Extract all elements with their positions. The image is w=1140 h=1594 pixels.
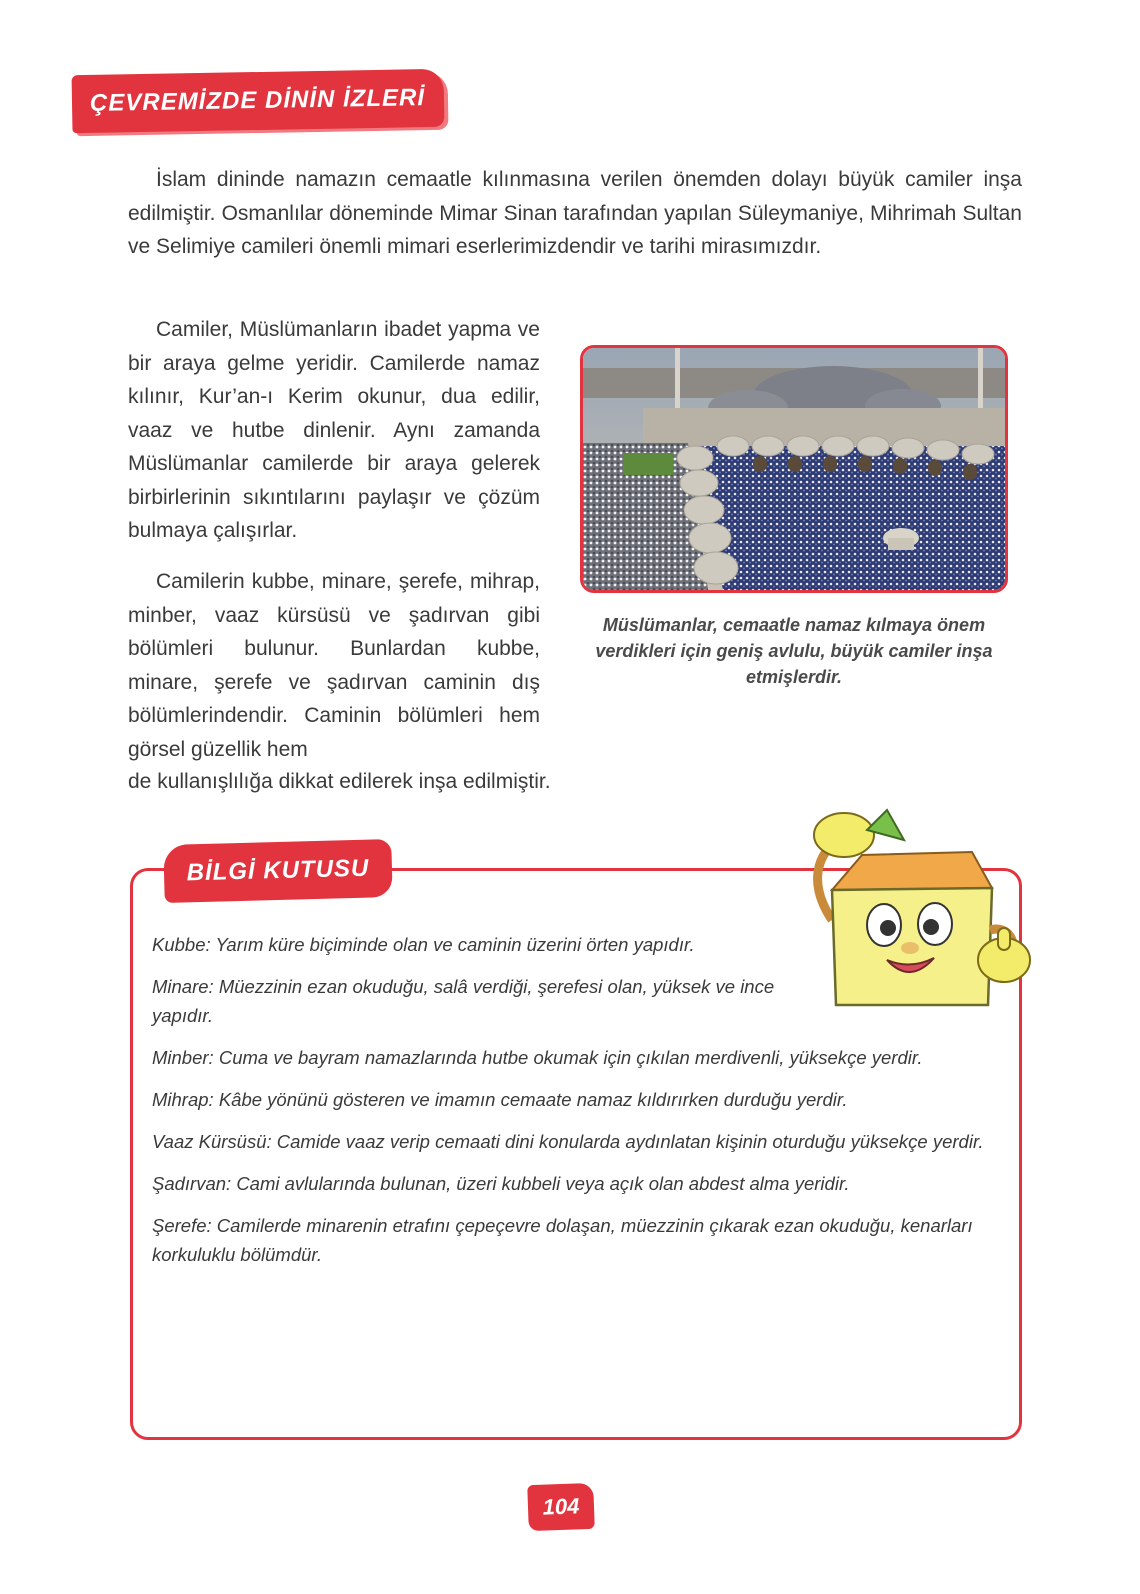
- info-item-kubbe: Kubbe: Yarım küre biçiminde olan ve caminin üzerini örten yapıdır.: [152, 934, 695, 955]
- info-item-minber: Minber: Cuma ve bayram namazlarında hutbe okumak için çıkılan merdivenli, yüksekçe yerdir.: [152, 1047, 923, 1068]
- info-item-minare: Minare: Müezzinin ezan okuduğu, salâ verdiği, şerefesi olan, yüksek ve ince yapıdır.: [152, 976, 775, 1026]
- section-title: ÇEVREMİZDE DİNİN İZLERİ: [89, 84, 426, 117]
- paragraph-2: Camiler, Müslümanların ibadet yapma ve bir araya gelme yeridir. Camilerde namaz kılınır, Kur’an-ı Kerim okunur, dua edilir, vaaz ve hutbe dinlenir. Aynı zamanda Müslümanlar camilerde bir araya gelerek birbirlerinin sıkıntılarını paylaşır ve çözüm bulmaya çalışırlar.: [128, 318, 540, 542]
- paragraph-3: Camilerin kubbe, minare, şerefe, mihrap, minber, vaaz kürsüsü ve şadırvan gibi bölümleri bulunur. Bunlardan kubbe, minare, şerefe ve şadırvan caminin dış bölümlerindendir. Caminin bölümleri hem görsel güzellik hem: [128, 570, 540, 761]
- page-number-badge: [527, 1483, 595, 1531]
- page-number: 104: [542, 1493, 580, 1520]
- info-item-mihrap: Mihrap: Kâbe yönünü gösteren ve imamın cemaate namaz kıldırırken durduğu yerdir.: [152, 1089, 848, 1110]
- section-title-banner: [72, 69, 445, 133]
- paragraph-3-end: de kullanışlılığa dikkat edilerek inşa edilmiştir.: [128, 770, 551, 793]
- info-item-sadirvan: Şadırvan: Cami avlularında bulunan, üzeri kubbeli veya açık olan abdest alma yeridir.: [152, 1173, 850, 1194]
- photo-caption: Müslümanlar, cemaatle namaz kılmaya önem verdikleri için geniş avlulu, büyük camiler inşa etmişlerdir.: [595, 615, 993, 687]
- mosque-photo: [580, 345, 1008, 593]
- info-item-serefe: Şerefe: Camilerde minarenin etrafını çepeçevre dolaşan, müezzinin çıkarak ezan okuduğu, kenarları korkuluklu bölümdür.: [152, 1215, 973, 1265]
- mosque-courtyard-photo: [583, 348, 1005, 590]
- box-mascot-icon: [792, 800, 1037, 1015]
- paragraph-1: İslam dininde namazın cemaatle kılınmasına verilen önemden dolayı büyük camiler inşa edilmiştir. Osmanlılar döneminde Mimar Sinan tarafından yapılan Süleymaniye, Mihrimah Sultan ve Selimiye camileri önemli mimari eserlerimizdendir ve tarihi mirasımızdır.: [128, 168, 1022, 258]
- info-box-title: BİLGİ KUTUSU: [186, 854, 370, 887]
- info-box-title-banner: [163, 839, 392, 903]
- info-item-vaaz-kursusu: Vaaz Kürsüsü: Camide vaaz verip cemaati dini konularda aydınlatan kişinin oturduğu yüksekçe yerdir.: [152, 1131, 984, 1152]
